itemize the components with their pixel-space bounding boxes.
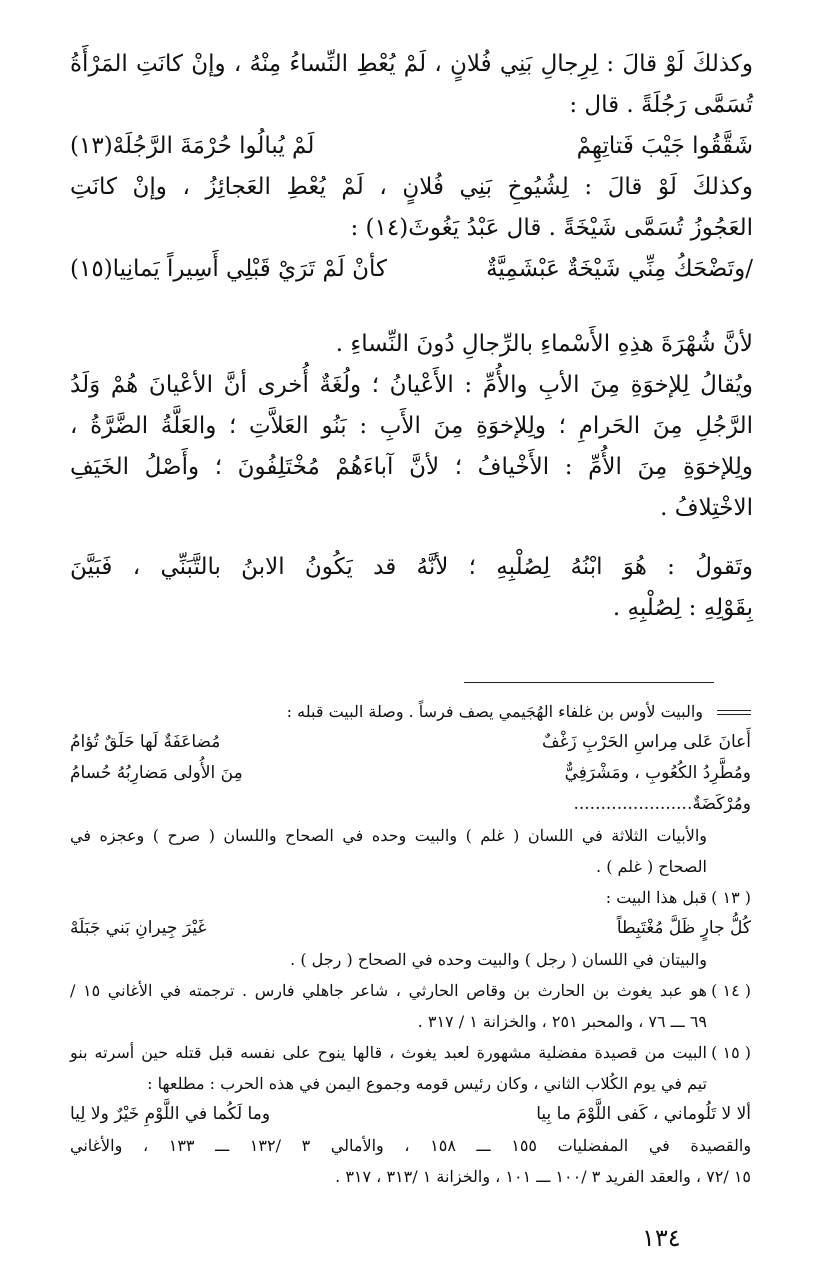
main-text [70, 44, 753, 629]
footnote-number: ( ١٣ ) [711, 888, 751, 907]
footnote-number: ( ١٥ ) [711, 1043, 751, 1062]
footnote-verse [70, 789, 751, 820]
verse-second-hemistich: غَيْرَ جِيرانِ بَني جَبَلَهْ [70, 918, 207, 938]
verse-first-hemistich: /وتَضْحَكُ مِنِّي شَيْخَةٌ عَبْشَمِيَّةٌ [486, 256, 753, 282]
footnote-text: البيت من قصيدة مفضلية مشهورة لعبد يغوث ، قالها ينوح على نفسه قبل قتله حين أسرته بنو [70, 1043, 707, 1062]
footnotes [70, 696, 751, 1192]
footnote-line: الصحاح ( غلم ) . [596, 857, 707, 876]
footnote-verse [70, 758, 751, 789]
poem-verse [70, 249, 753, 290]
page-number: ١٣٤ [642, 1224, 681, 1252]
text-line: وكذلكَ لَوْ قالَ : لِشُيُوخِ بَنِي فُلانٍ ، لَمْ يُعْطِ العَجائِزُ ، وإنْ كانَتِ [70, 174, 753, 200]
footnote-text: قبل هذا البيت : [605, 888, 707, 907]
footnote-line [70, 696, 751, 727]
text-line: العَجُوزُ تُسَمَّى شَيْخَةً . قال عَبْدُ يَغُوثَ(١٤) : [350, 215, 753, 241]
text-line: ولِلإخوَةِ مِنَ الأُمِّ : الأَخْيافُ ؛ لأنَّ آباءَهُمْ مُخْتَلِفُونَ ؛ وأَصْلُ الخَيَفِ [70, 454, 753, 480]
footnote-13 [70, 882, 751, 913]
footnote-line: والبيتان في اللسان ( رجل ) والبيت وحده في الصحاح ( رجل ) . [290, 950, 707, 969]
footnote-verse [70, 1099, 751, 1130]
footnote-line: تيم في يوم الكُلاب الثاني ، وكان رئيس قومه وجموع اليمن في هذه الحرب : مطلعها : [147, 1074, 707, 1093]
text-line: وتَقولُ : هُوَ ابْنُهُ لِصُلْبِهِ ؛ لأنَّهُ قد يَكُونُ الابنُ بالتَّبَنِّي ، فَبَيَّنَ [70, 554, 753, 580]
verse-second-hemistich: كأنْ لَمْ تَرَيْ قَبْلِي أَسِيراً يَمانِيا(١٥) [70, 256, 387, 282]
footnote-separator [464, 682, 714, 683]
footnote-number: ( ١٤ ) [711, 981, 751, 1000]
text-line: الاخْتِلافُ . [660, 495, 753, 521]
verse-second-hemistich: لَمْ يُبالُوا حُرْمَةَ الرَّجُلَهْ(١٣) [70, 133, 315, 159]
verse-first-hemistich: كُلُّ جارٍ ظَلَّ مُغْتَبِطاً [616, 918, 751, 938]
verse-first-hemistich: أَعانَ عَلى مِراسِ الحَرْبِ زَغْفٌ [541, 732, 751, 752]
footnote-intro: والبيت لأوس بن غلفاء الهُجَيمي يصف فرساً . وصلة البيت قبله : [286, 702, 703, 721]
footnote-verse [70, 727, 751, 758]
verse-second-hemistich: مُضاعَفَةٌ لَها حَلَقٌ تُؤامُ [70, 732, 221, 752]
verse-second-hemistich: وما لَكُما في اللَّوْمِ خَيْرٌ ولا لِيا [70, 1104, 271, 1124]
footnote-line: ٦٩ ـــ ٧٦ ، والمحبر ٢٥١ ، والخزانة ١ / ٣١٧ . [417, 1012, 707, 1031]
text-line: لأنَّ شُهْرَةَ هذِهِ الأَسْماءِ بالرِّجالِ دُونَ النِّساءِ . [335, 331, 753, 357]
footnote-text: هو عبد يغوث بن الحارث بن وقاص الحارثي ، شاعر جاهلي فارس . ترجمته في الأغاني ١٥ / [70, 981, 707, 1000]
verse-second-hemistich: مِنَ الأُولى مَضارِبُهُ حُسامُ [70, 763, 243, 783]
text-line: وكذلكَ لَوْ قالَ : لِرِجالِ بَنِي فُلانٍ ، لَمْ يُعْطِ النِّساءُ مِنْهُ ، وإنْ كانَتِ المَرْأَةُ [70, 51, 753, 77]
footnote-14 [70, 975, 751, 1006]
double-rule-mark [717, 710, 751, 715]
verse-first-hemistich: ألا لا تَلُوماني ، كَفى اللَّوْمَ ما بِيا [536, 1104, 751, 1124]
poem-verse [70, 126, 753, 167]
text-line: تُسَمَّى رَجُلَةً . قال : [569, 92, 753, 118]
verse-first-hemistich: ومُطَّرِدُ الكُعُوبِ ، ومَشْرَفِيٌّ [564, 763, 751, 783]
verse-first-hemistich: شَقَّقُوا جَيْبَ فَتاتِهِمْ [576, 133, 753, 159]
footnote-15 [70, 1037, 751, 1068]
spacer [70, 306, 753, 324]
text-line: بِقَوْلِهِ : لِصُلْبِهِ . [612, 595, 753, 621]
verse-fragment: ومُرْكَضَةٌ...................... [573, 794, 751, 814]
footnote-line: ١٥ /٧٢ ، والعقد الفريد ٣ /١٠٠ ـــ ١٠١ ، والخزانة ١ /٣١٣ ، ٣١٧ . [335, 1167, 751, 1186]
text-line: الرَّجُلِ مِنَ الحَرامِ ؛ ولِلإخوَةِ مِنَ الأَبِ : بَنُو العَلاَّتِ ؛ والعَلَّةُ الضَّرَّةُ ، [70, 413, 753, 439]
footnote-verse [70, 913, 751, 944]
text-line: ويُقالُ لِلإخوَةِ مِنَ الأبِ والأُمِّ : الأَعْيانُ ؛ ولُغَةٌ أُخرى أنَّ الأعْيانَ هُمْ وَلَدُ [70, 372, 753, 398]
footnote-line: والقصيدة في المفضليات ١٥٥ ـــ ١٥٨ ، والأمالي ٣ /١٣٢ ـــ ١٣٣ ، والأغاني [70, 1136, 752, 1155]
spacer [70, 529, 753, 547]
footnote-line: والأبيات الثلاثة في اللسان ( غلم ) والبيت وحده في الصحاح واللسان ( صرح ) وعجزه في [70, 826, 707, 845]
